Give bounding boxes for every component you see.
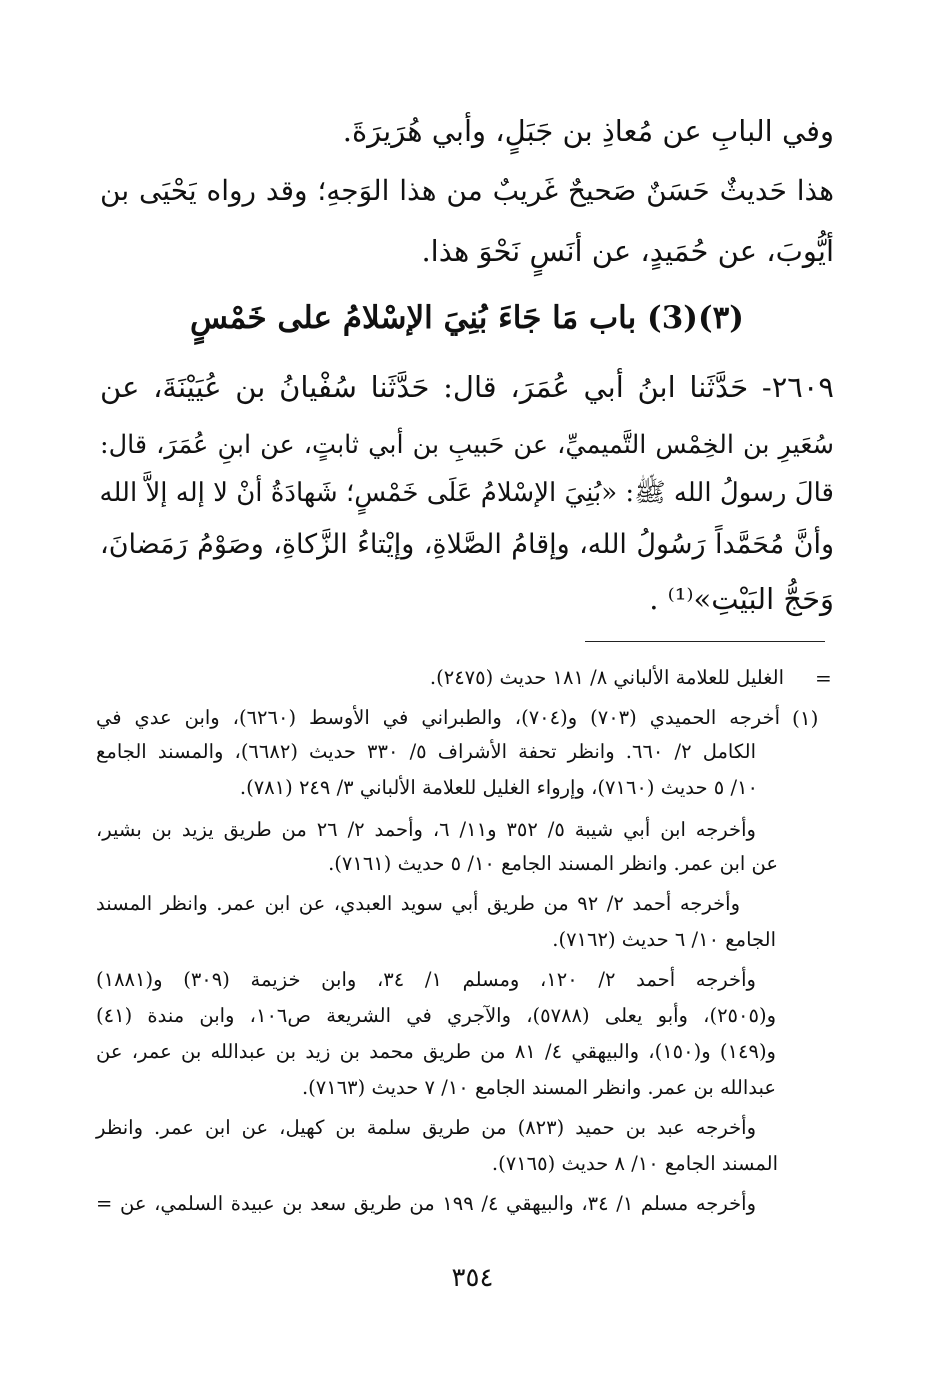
footnote-line: الجامع ١٠/ ٦ حديث (٧١٦٢). (552, 928, 776, 951)
text-line: أيُّوبَ، عن حُمَيدٍ، عن أنَسٍ نَحْوَ هذا. (421, 234, 834, 268)
footnote-line: وأخرجه مسلم ١/ ٣٤، والبيهقي ٤/ ١٩٩ من طريق سعد بن عبيدة السلمي، عن = (96, 1192, 756, 1215)
hadith-line: وأنَّ مُحَمَّداً رَسُولُ الله، وإقامُ الصَّلاةِ، وإيْتاءُ الزَّكاةِ، وصَوْمُ رَمَضانَ، (100, 529, 834, 560)
hadith-line: سُعَيرِ بن الخِمْس التَّميميِّ، عن حَبيبِ بن أبي ثابتٍ، عن ابنِ عُمَرَ، قال: (100, 430, 834, 460)
footnote-line: عن ابن عمر. وانظر المسند الجامع ١٠/ ٥ حديث (٧١٦١). (328, 852, 778, 875)
footnote-line: وأخرجه عبد بن حميد (٨٢٣) من طريق سلمة بن كهيل، عن ابن عمر. وانظر (96, 1116, 756, 1139)
hadith-line: قالَ رسولُ الله ﷺ: «بُنِيَ الإسْلامُ عَلَى خَمْسٍ؛ شَهادَةُ أنْ لا إله إلاَّ الله (99, 478, 834, 508)
text-line: وفي البابِ عن مُعاذِ بن جَبَلٍ، وأبي هُرَيرَةَ. (342, 114, 834, 148)
page-number: ٣٥٤ (451, 1263, 494, 1293)
text-line: هذا حَديثٌ حَسَنٌ صَحيحٌ غَريبٌ من هذا الوَجهِ؛ وقد رواه يَحْيَى بن (100, 174, 834, 207)
continuation-marker: = (815, 666, 832, 690)
footnote-line: عبدالله بن عمر. وانظر المسند الجامع ١٠/ ٧ حديث (٧١٦٣). (301, 1076, 776, 1099)
footnote-line: ١٠/ ٥ حديث (٧١٦٠)، وإرواء الغليل للعلامة الألباني ٣/ ٢٤٩ (٧٨١). (239, 776, 758, 799)
footnote-line: و(٢٥٠٥)، وأبو يعلى (٥٧٨٨)، والآجري في الشريعة ص١٠٦، وابن مندة (٤١) (96, 1004, 777, 1027)
footnote-line: الغليل للعلامة الألباني ٨/ ١٨١ حديث (٢٤٧٥). (429, 666, 784, 689)
hadith-line: وَحَجُّ البَيْتِ»⁽¹⁾ . (649, 582, 834, 616)
footnote-number: (١) (792, 706, 819, 730)
hadith-line: ٢٦٠٩- حَدَّثَنا ابنُ أبي عُمَرَ، قال: حَدَّثَنا سُفْيانُ بن عُيَيْنَةَ، عن (100, 370, 834, 404)
footnote-line: المسند الجامع ١٠/ ٨ حديث (٧١٦٥). (491, 1152, 778, 1175)
footnote-line: وأخرجه أحمد ٢/ ١٢٠، ومسلم ١/ ٣٤، وابن خزيمة (٣٠٩) و(١٨٨١) (96, 968, 756, 991)
footnote-line: وأخرجه أحمد ٢/ ٩٢ من طريق أبي سويد العبدي، عن ابن عمر. وانظر المسند (96, 892, 740, 915)
footnote-line: و(١٤٩) و(١٥٠)، والبيهقي ٤/ ٨١ من طريق محمد بن زيد بن عبدالله بن عمر، عن (96, 1040, 776, 1063)
chapter-heading: (٣)(3) باب مَا جَاءَ بُنِيَ الإسْلامُ على خَمْسٍ (190, 300, 744, 336)
footnote-line: أخرجه الحميدي (٧٠٣) و(٧٠٤)، والطبراني في الأوسط (٦٢٦٠)، وابن عدي في (96, 706, 780, 729)
footnote-separator (585, 641, 825, 642)
footnote-line: وأخرجه ابن أبي شيبة ٥/ ٣٥٢ و١١/ ٦، وأحمد ٢/ ٢٦ من طريق يزيد بن بشير، (96, 818, 756, 841)
footnote-line: الكامل ٢/ ٦٦٠. وانظر تحفة الأشراف ٥/ ٣٣٠ حديث (٦٦٨٢)، والمسند الجامع (96, 740, 756, 763)
